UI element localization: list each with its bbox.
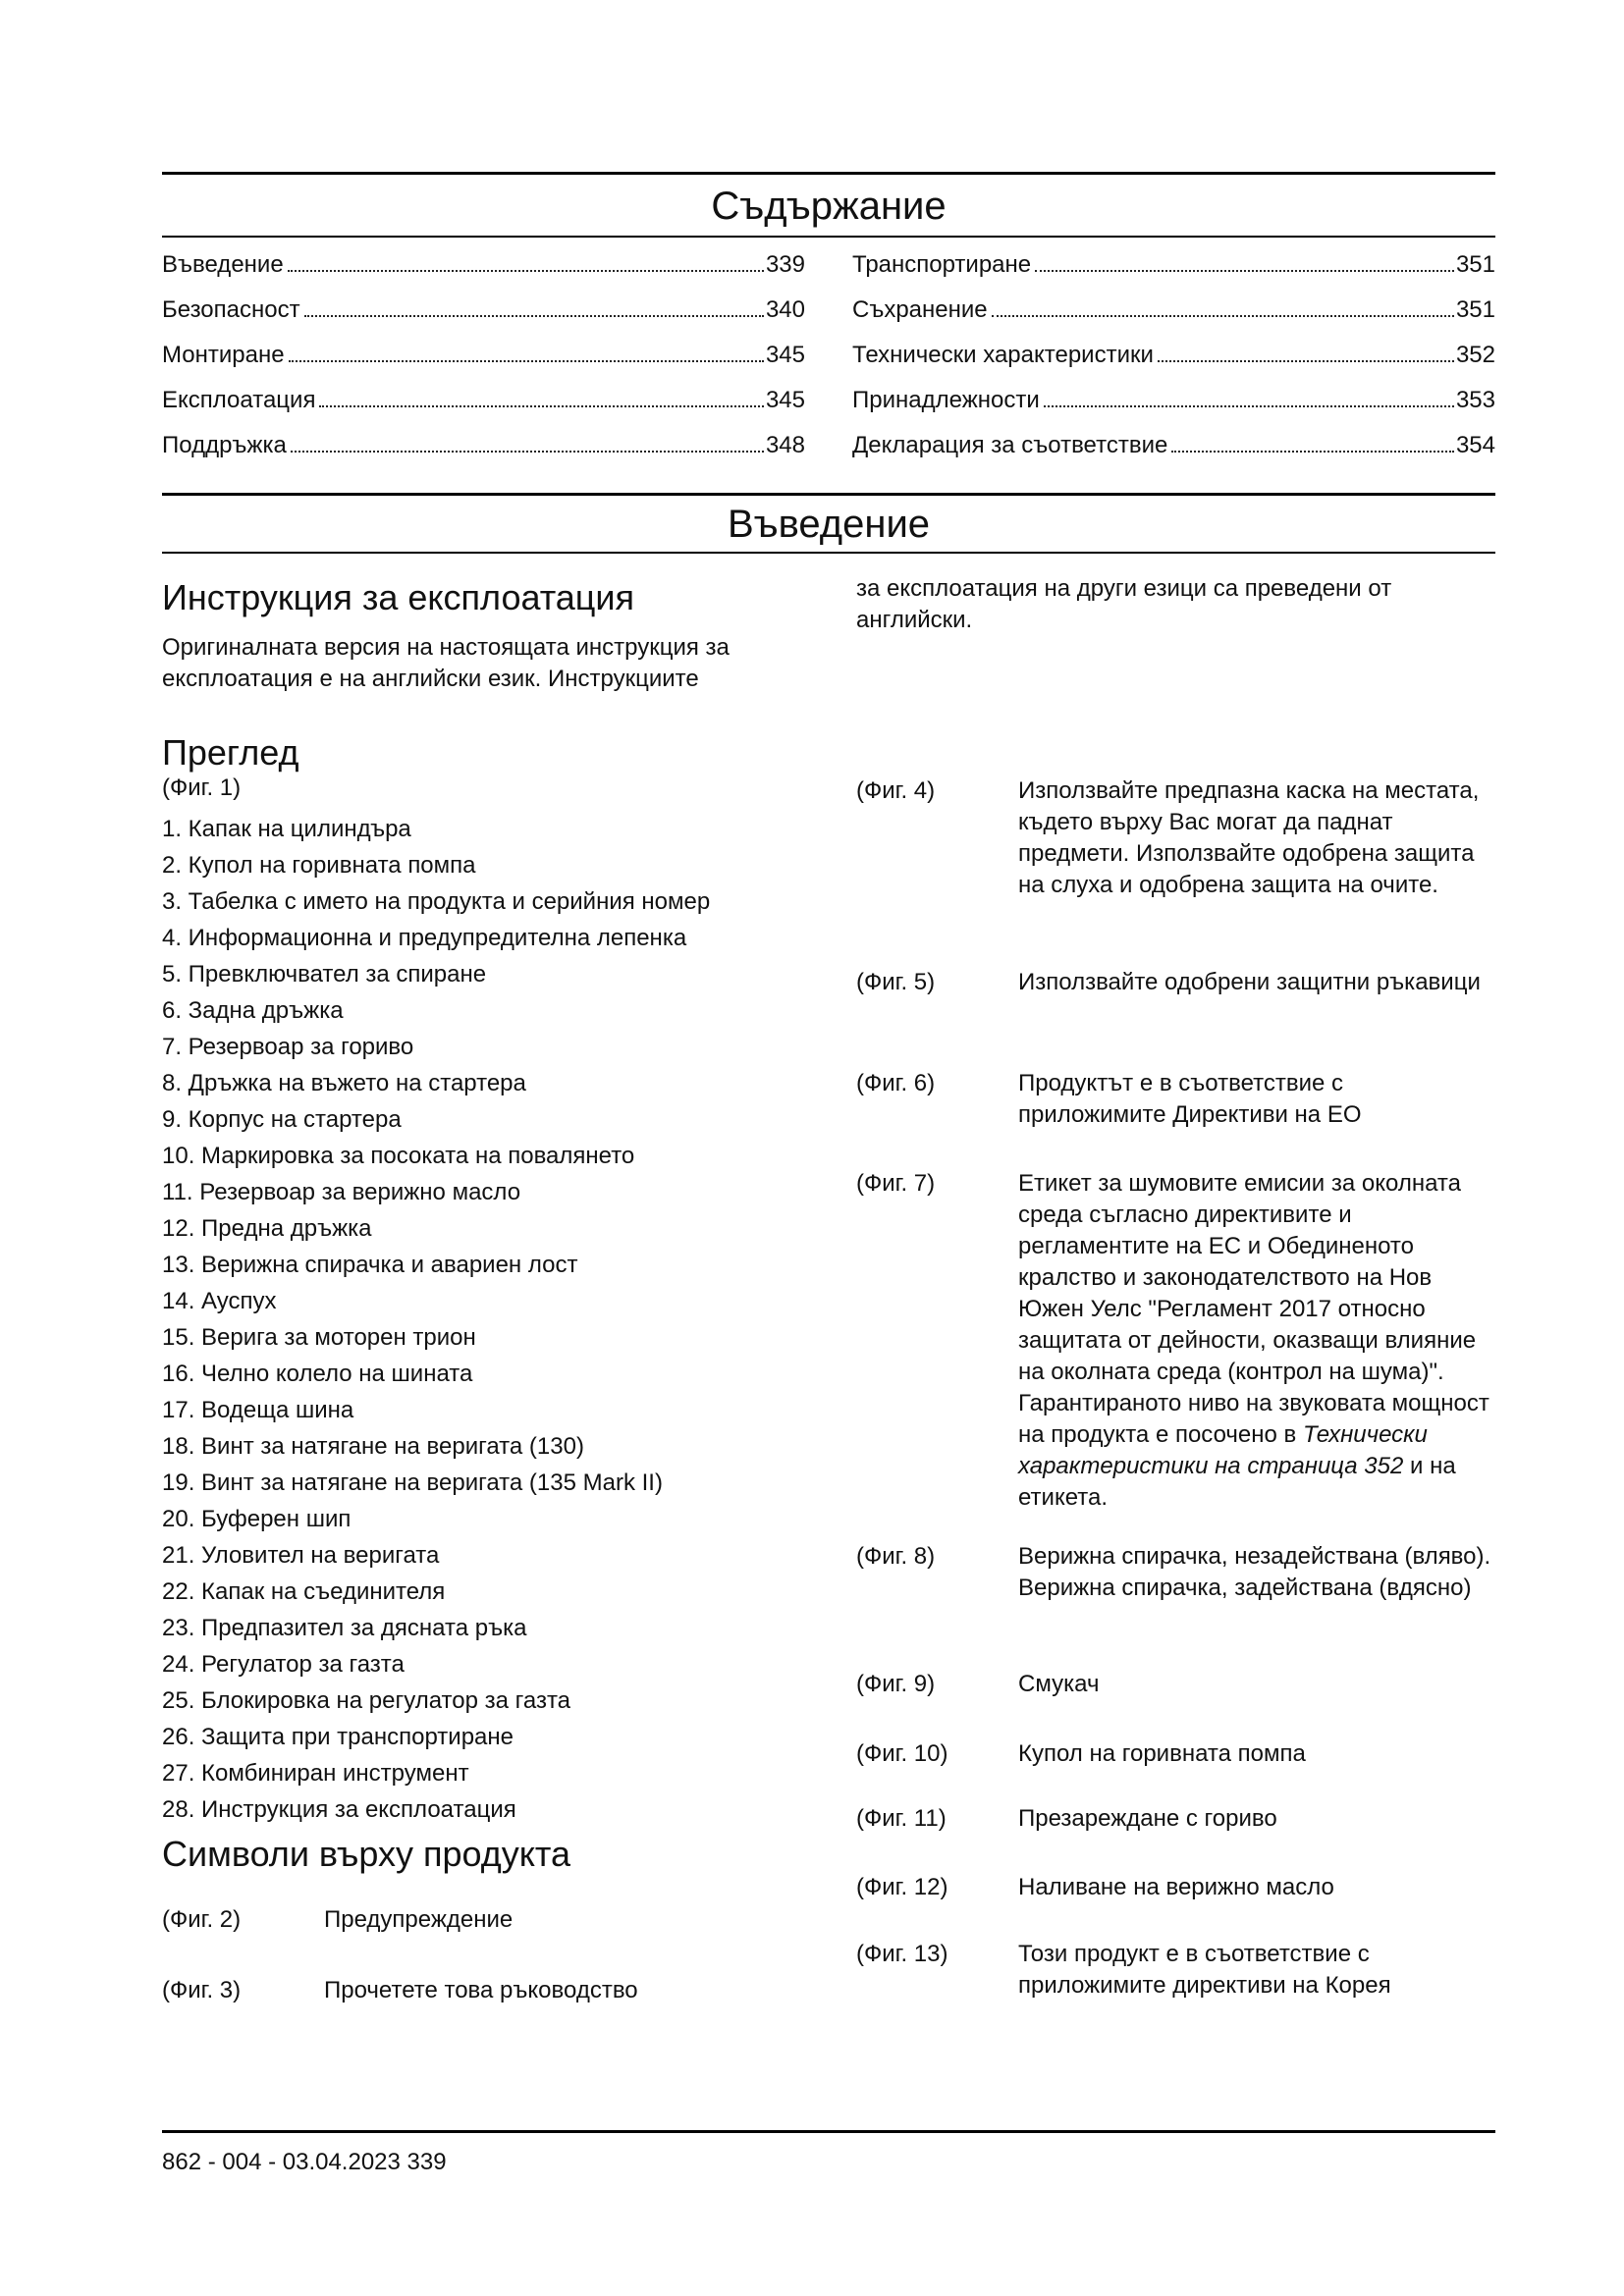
manual-text-part1: Оригиналната версия на настоящата инструкция за експлоатация е на английски език. Инструкциите <box>162 634 730 692</box>
list-item: 13. Верижна спирачка и авариен лост <box>162 1252 578 1278</box>
toc-entry[interactable]: Поддръжка 348 <box>162 432 805 458</box>
list-item: 8. Дръжка на въжето на стартера <box>162 1070 526 1096</box>
list-item: 6. Задна дръжка <box>162 997 344 1024</box>
toc-right-column <box>852 250 1495 476</box>
symbol-entry <box>856 1803 1494 1842</box>
intro-title: Въведение <box>727 503 931 546</box>
symbol-entry <box>856 1168 1494 1512</box>
toc-entry[interactable]: Транспортиране 351 <box>852 251 1495 278</box>
symbol-fig-ref: (Фиг. 11) <box>856 1805 947 1832</box>
list-item: 18. Винт за натягане на веригата (130) <box>162 1433 584 1460</box>
symbol-entry <box>856 1541 1494 1639</box>
symbol-description: Прочетете това ръководство <box>324 1977 638 2003</box>
footer-rule <box>162 2130 1495 2133</box>
symbol-entry <box>162 1975 810 2014</box>
symbol-entry <box>856 775 1494 933</box>
symbol-description: Купол на горивната помпа <box>1018 1740 1306 1767</box>
symbol-fig-ref: (Фиг. 4) <box>856 777 936 804</box>
toc-entry[interactable]: Технически характеристики 352 <box>852 342 1495 368</box>
symbol-fig-ref: (Фиг. 3) <box>162 1977 242 2003</box>
list-item: 15. Верига за моторен трион <box>162 1324 476 1351</box>
list-item: 2. Купол на горивната помпа <box>162 852 476 879</box>
list-item: 11. Резервоар за верижно масло <box>162 1179 521 1205</box>
list-item: 3. Табелка с името на продукта и серийния номер <box>162 888 711 915</box>
symbol-description: Наливане на верижно масло <box>1018 1874 1334 1900</box>
symbol-description: Използвайте одобрени защитни ръкавици <box>1018 969 1481 995</box>
intro-top-rule <box>162 493 1495 496</box>
symbol-fig-ref: (Фиг. 8) <box>856 1543 936 1570</box>
symbols-heading: Символи върху продукта <box>162 1834 570 1874</box>
page-footer: 862 - 004 - 03.04.2023 339 <box>162 2149 447 2175</box>
list-item: 22. Капак на съединителя <box>162 1578 446 1605</box>
spec-page-link[interactable]: Технически характеристики на страница 352 <box>1018 1421 1428 1479</box>
list-item: 23. Предпазител за дясната ръка <box>162 1615 527 1641</box>
symbol-description: Предупреждение <box>324 1906 514 1933</box>
symbol-fig-ref: (Фиг. 2) <box>162 1906 242 1933</box>
list-item: 14. Ауспух <box>162 1288 277 1314</box>
list-item: 25. Блокировка на регулатор за газта <box>162 1687 571 1714</box>
toc-entry[interactable]: Въведение 339 <box>162 251 805 278</box>
toc-entry[interactable]: Съхранение 351 <box>852 296 1495 323</box>
list-item: 7. Резервоар за гориво <box>162 1034 414 1060</box>
list-item: 4. Информационна и предупредителна лепенка <box>162 925 687 951</box>
intro-title-underline <box>162 552 1495 554</box>
symbol-entry <box>856 1939 1494 2007</box>
manual-heading: Инструкция за експлоатация <box>162 577 635 617</box>
list-item: 17. Водеща шина <box>162 1397 354 1423</box>
symbol-description: Използвайте предпазна каска на местата, където върху Вас могат да паднат предмети. Използвайте одобрена защита на слуха и одобрена защита на очите. <box>1018 777 1480 898</box>
toc-entry[interactable]: Експлоатация 345 <box>162 387 805 413</box>
list-item: 26. Защита при транспортиране <box>162 1724 514 1750</box>
symbol-description: Верижна спирачка, незадействана (вляво). Верижна спирачка, задействана (вдясно) <box>1018 1543 1491 1601</box>
list-item: 20. Буферен шип <box>162 1506 352 1532</box>
symbol-entry <box>856 967 1494 1036</box>
symbol-entry <box>856 1738 1494 1778</box>
left-column <box>162 577 810 1875</box>
symbol-description: Продуктът е в съответствие с приложимите Директиви на ЕО <box>1018 1070 1362 1128</box>
list-item: 19. Винт за натягане на веригата (135 Mark II) <box>162 1469 663 1496</box>
symbol-fig-ref: (Фиг. 9) <box>856 1671 936 1697</box>
toc-entry[interactable]: Принадлежности 353 <box>852 387 1495 413</box>
list-item: 16. Челно колело на шината <box>162 1361 473 1387</box>
symbol-fig-ref: (Фиг. 12) <box>856 1874 948 1900</box>
list-item: 24. Регулатор за газта <box>162 1651 405 1678</box>
symbol-description: Презареждане с гориво <box>1018 1805 1277 1832</box>
symbol-fig-ref: (Фиг. 13) <box>856 1941 948 1967</box>
list-item: 10. Маркировка за посоката на повалянето <box>162 1143 635 1169</box>
symbol-fig-ref: (Фиг. 10) <box>856 1740 948 1767</box>
list-item: 9. Корпус на стартера <box>162 1106 402 1133</box>
overview-heading: Преглед <box>162 732 299 773</box>
list-item: 21. Уловител на веригата <box>162 1542 440 1569</box>
toc-entry[interactable]: Безопасност 340 <box>162 296 805 323</box>
top-rule <box>162 172 1495 175</box>
symbol-entry <box>162 1904 810 1944</box>
list-item: 28. Инструкция за експлоатация <box>162 1796 516 1823</box>
symbol-entry <box>856 1872 1494 1911</box>
toc-entry[interactable]: Декларация за съответствие 354 <box>852 432 1495 458</box>
symbol-description: Този продукт е в съответствие с приложимите директиви на Корея <box>1018 1941 1391 1999</box>
symbol-fig-ref: (Фиг. 6) <box>856 1070 936 1096</box>
parts-list <box>162 811 810 1828</box>
right-column-intro <box>856 573 1494 636</box>
toc-left-column <box>162 250 805 476</box>
symbol-entry <box>856 1669 1494 1708</box>
list-item: 5. Превключвател за спиране <box>162 961 487 988</box>
symbol-description: Етикет за шумовите емисии за околната среда съгласно директивите и регламентите на ЕС и Обединеното кралство и законодателството на Нов Южен Уелс "Регламент 2017 относно защитата от дейности, оказващи влияние на околната среда (контрол на шума)". Гарантираното ниво на звуковата мощност на продукта е посочено в Технически характеристики на страница 352 и на етикета. <box>1018 1170 1489 1511</box>
symbol-entry <box>856 1068 1494 1137</box>
list-item: 12. Предна дръжка <box>162 1215 372 1242</box>
symbol-fig-ref: (Фиг. 7) <box>856 1170 936 1197</box>
list-item: 1. Капак на цилиндъра <box>162 816 411 842</box>
symbol-fig-ref: (Фиг. 5) <box>856 969 936 995</box>
symbol-description: Смукач <box>1018 1671 1100 1697</box>
manual-text-part2: за експлоатация на други езици са преведени от английски. <box>856 575 1392 633</box>
toc-title-underline <box>162 236 1495 238</box>
overview-fig-ref: (Фиг. 1) <box>162 774 242 801</box>
list-item: 27. Комбиниран инструмент <box>162 1760 469 1787</box>
toc-title: Съдържание <box>711 185 947 228</box>
toc-entry[interactable]: Монтиране 345 <box>162 342 805 368</box>
